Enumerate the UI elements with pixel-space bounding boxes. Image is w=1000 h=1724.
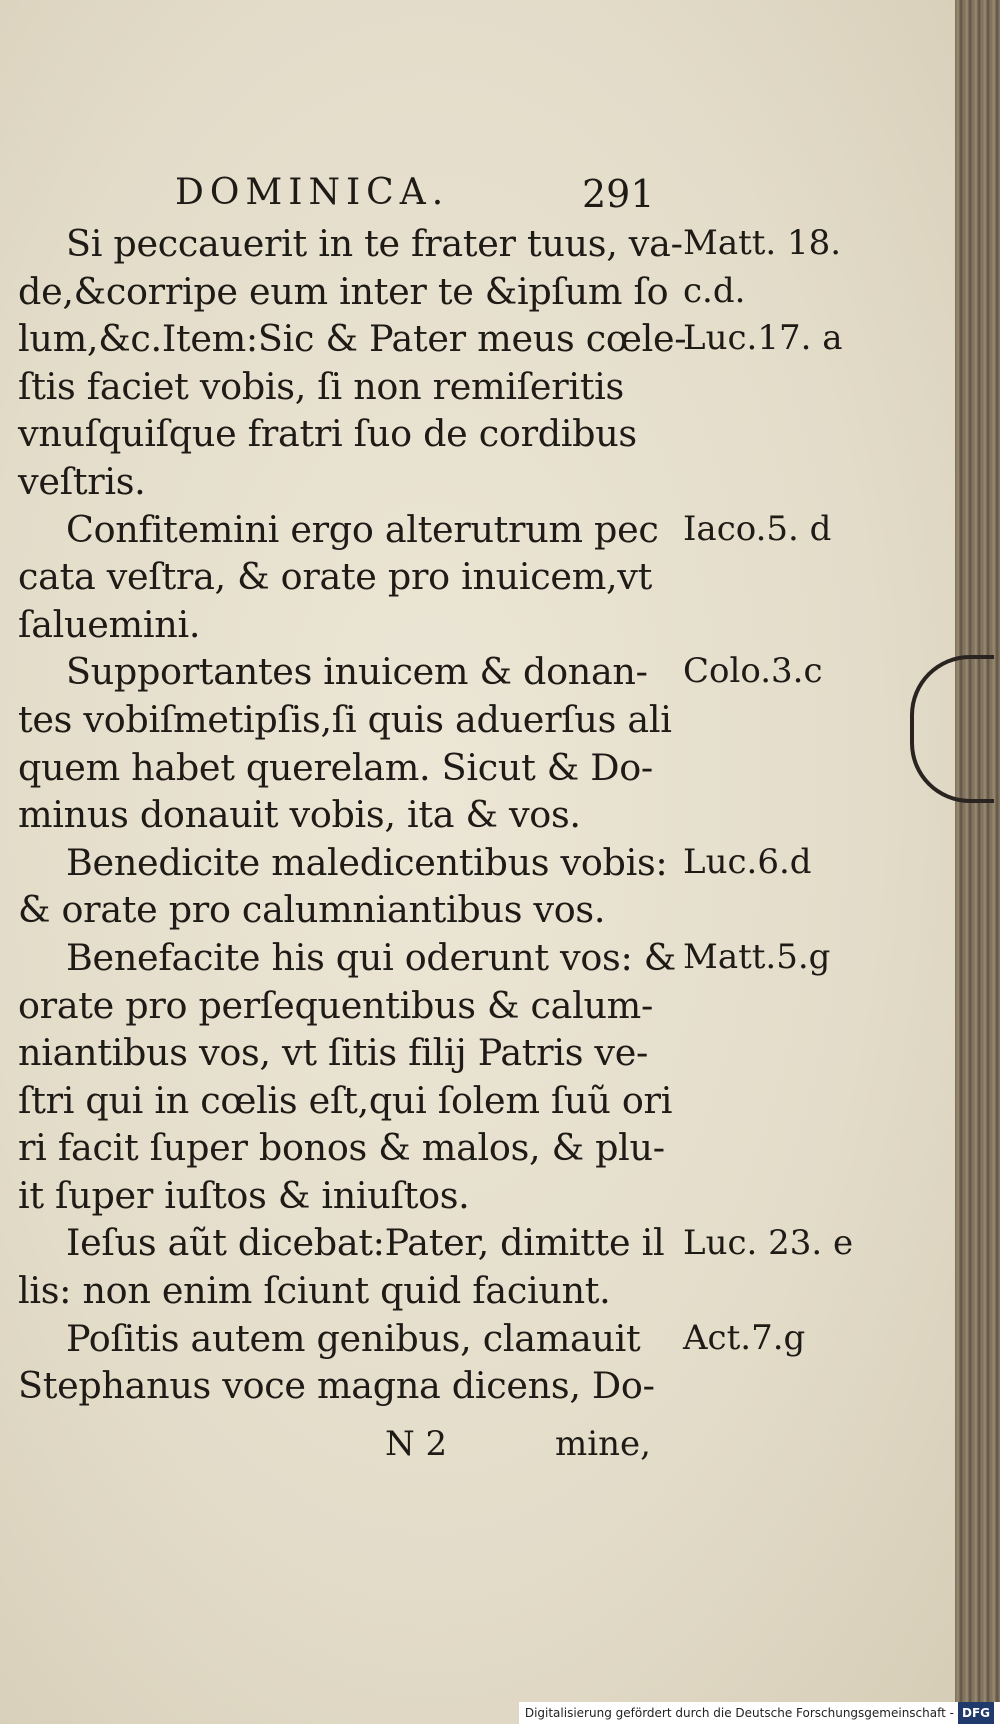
margin-note: c.d. [683,270,746,311]
body-text [18,220,687,1410]
text-line: ſtri qui in cœlis eſt,qui ſolem ſuũ ori [18,1078,673,1122]
page-number: 291 [582,172,655,216]
text-line: ri facit ſuper bonos & malos, & plu- [18,1126,665,1170]
text-line: quem habet querelam. Sicut & Do- [18,745,653,789]
text-line: it ſuper iuſtos & iniuſtos. [18,1173,470,1217]
text-line: Poſitis autem genibus, clamauit [66,1316,641,1360]
text-line: niantibus vos, vt ſitis filij Patris ve- [18,1031,649,1075]
page-edges [955,0,1000,1724]
text-line: ſaluemini. [18,602,201,646]
text-line: veſtris. [18,459,146,503]
margin-note: Matt.5.g [683,937,831,977]
text-line: orate pro perſequentibus & calum- [18,983,654,1027]
running-header [0,172,955,222]
margin-note: Luc.6.d [683,841,812,882]
text-line: tes vobiſmetipſis,ſi quis aduerſus ali [18,697,672,741]
text-line: Supportantes inuicem & donan- [66,650,648,694]
book-clasp [910,655,994,803]
text-line: & orate pro calumniantibus vos. [18,888,606,932]
signature-mark: N 2 [385,1424,448,1464]
text-line: vnuſquiſque fratri ſuo de cordibus [18,412,637,456]
text-line: Stephanus voce magna dicens, Do- [18,1364,655,1408]
margin-note: Colo.3.c [683,651,823,692]
text-line: Confitemini ergo alterutrum pec [66,507,659,551]
funding-banner [519,1702,1000,1724]
catchword: mine, [555,1424,651,1464]
text-line: Benedicite maledicentibus vobis: [66,840,668,884]
running-title: DOMINICA. [175,172,450,213]
text-line: Si peccauerit in te frater tuus, va- [66,222,683,265]
text-line: Benefacite his qui oderunt vos: & [66,935,676,979]
margin-note: Act.7.g [683,1317,806,1358]
text-line: de,&corripe eum inter te &ipſum ſo [18,269,669,313]
funding-text: Digitalisierung gefördert durch die Deutsche Forschungsgemeinschaft - [524,1706,954,1720]
text-line: lis: non enim ſciunt quid faciunt. [18,1269,611,1313]
text-line: lum,&c.Item:Sic & Pater meus cœle- [18,317,687,361]
text-line: Ieſus aũt dicebat:Pater, dimitte il [66,1221,665,1265]
margin-note: Matt. 18. [683,223,842,263]
text-line: cata veſtra, & orate pro inuicem,vt [18,555,652,599]
margin-note: Iaco.5. d [683,508,832,549]
margin-note: Luc. 23. e [683,1222,854,1263]
margin-note: Luc.17. a [683,318,843,359]
text-line: ſtis faciet vobis, ſi non remiſeritis [18,364,624,408]
text-line: minus donauit vobis, ita & vos. [18,793,581,837]
dfg-logo: DFG [958,1702,994,1724]
